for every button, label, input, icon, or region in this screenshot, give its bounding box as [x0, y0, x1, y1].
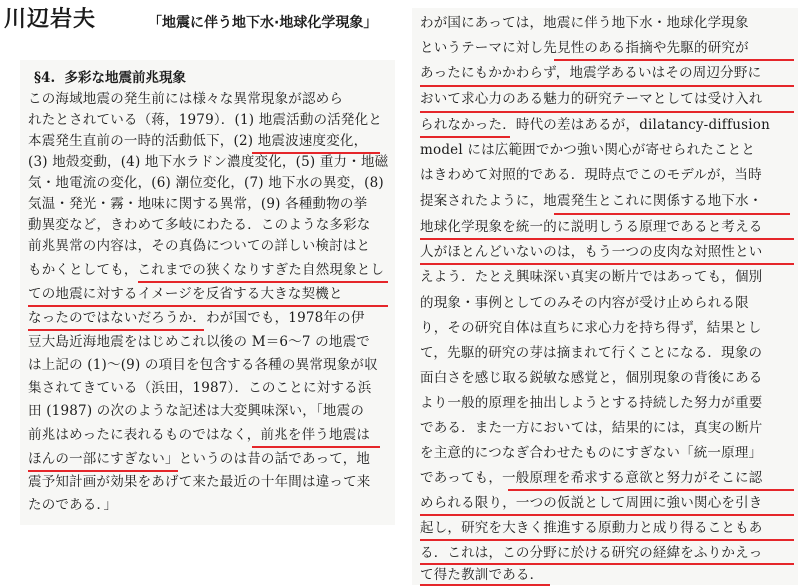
- text-line: もかくとしても，これまでの狭くなりすぎた自然現象とし: [28, 262, 385, 278]
- text-line: 起し，研究を大きく推進する原動力と成り得ることもあ: [420, 520, 763, 536]
- underline-mark: [508, 489, 794, 491]
- text-line: であっても，一般原理を希求する意欲と努力がそこに認: [420, 470, 763, 486]
- underline-mark: [554, 213, 790, 215]
- underline-mark: [28, 470, 178, 472]
- text-line: り，その研究自体は直ちに求心力を持ち得ず，結果とし: [420, 320, 762, 336]
- text-line: られなかった．時代の差はあるが，dilatancy-diffusion: [420, 117, 770, 133]
- underline-mark: [28, 329, 204, 331]
- text-line: れたとされている（蒋，1979）．(1) 地震活動の活発化と: [28, 112, 383, 128]
- text-line: 人がほとんどいないのは，もう一つの皮肉な対照性とい: [420, 244, 763, 260]
- underline-mark: [28, 305, 388, 307]
- text-line: て，先駆的研究の芽は摘まれて行くことになる．現象の: [420, 345, 763, 361]
- underline-mark: [420, 563, 794, 565]
- text-line: ての地震に対するイメージを反省する大きな契機と: [28, 286, 343, 302]
- text-line: (3) 地殻変動，(4) 地下水ラドン濃度変化，(5) 重力・地磁: [28, 154, 389, 170]
- underline-mark: [420, 263, 794, 265]
- underline-mark: [554, 59, 794, 61]
- text-line: 気・地電流の変化，(6) 潮位変化，(7) 地下水の異変，(8): [28, 175, 384, 191]
- text-line: 本震発生直前の一時的活動低下，(2) 地震波速度変化，: [28, 133, 368, 149]
- text-line: 的現象・事例としてのみその内容が受け止められる限: [420, 295, 749, 311]
- text-line: はきわめて対照的である．現時点でこのモデルが，当時: [420, 167, 762, 183]
- text-line: というテーマに対し先見性のある指摘や先駆的研究が: [420, 40, 749, 56]
- text-line: る．これは，この分野に於ける研究の経緯をふりかえっ: [420, 545, 763, 561]
- article-title: 「地震に伴う地下水·地球化学現象」: [148, 15, 378, 31]
- underline-mark: [420, 85, 794, 87]
- author-name: 川辺岩夫: [4, 7, 97, 32]
- text-line: 田 (1987) の次のような記述は大変興味深い，「地震の: [28, 403, 365, 419]
- section-heading: §4. 多彩な地震前兆現象: [34, 70, 187, 86]
- underline-mark: [420, 514, 794, 516]
- text-line: なったのではないだろうか．わが国でも，1978年の伊: [28, 310, 365, 326]
- text-line: model には広範囲でかつ強い関心が寄せられたことと: [420, 142, 756, 158]
- text-line: 面白さを感じ取る鋭敏な感覚と，個別現象の背後にある: [420, 370, 763, 386]
- text-line: おいて求心力のある魅力的研究テーマとしては受け入れ: [420, 91, 763, 107]
- text-line: 震予知計画が効果をあげて来た最近の十年間は違って来: [28, 474, 371, 490]
- left-page-excerpt: [20, 60, 395, 525]
- text-line: て得た教訓である．: [420, 567, 544, 583]
- text-line: 地球化学現象を統一的に説明しうる原理であると考える: [420, 219, 763, 235]
- text-line: 集されてきている（浜田，1987）．このことに対する浜: [28, 380, 372, 396]
- underline-mark: [420, 111, 794, 113]
- text-line: この海域地震の発生前には様々な異常現象が認めら: [28, 91, 344, 107]
- text-line: を主意的につなぎ合わせたものにすぎない「統一原理」: [420, 445, 763, 461]
- text-line: 気温・発光・霧・地味に関する異常，(9) 各種動物の挙: [28, 196, 368, 212]
- text-line: である．また一方においては，結果的には，真実の断片: [420, 420, 763, 436]
- underline-mark: [420, 136, 510, 138]
- text-line: 前兆異常の内容は，その真偽についての詳しい検討はと: [28, 238, 371, 254]
- underline-mark: [420, 238, 794, 240]
- right-page-excerpt: [412, 8, 798, 585]
- text-line: ほんの一部にすぎない」というのは昔の話であって，地: [28, 451, 371, 467]
- text-line: められる限り，一つの仮説として周囲に強い関心を引き: [420, 495, 763, 511]
- text-line: より一般的原理を抽出しようとする持続した努力が重要: [420, 395, 763, 411]
- text-line: 動異変など，きわめて多岐にわたる．このような多彩な: [28, 217, 371, 233]
- text-line: たのである．」: [28, 497, 118, 513]
- text-line: 前兆はめったに表れるものではなく，前兆を伴う地震は: [28, 427, 371, 443]
- text-line: 豆大島近海地震をはじめこれ以後の M＝6〜7 の地震で: [28, 334, 370, 350]
- text-line: えよう．たとえ興味深い真実の断片ではあっても，個別: [420, 269, 763, 285]
- text-line: わが国にあっては，地震に伴う地下水・地球化学現象: [420, 15, 749, 31]
- text-line: 提案されたように，地震発生とこれに関係する地下水・: [420, 193, 763, 209]
- underline-mark: [252, 446, 380, 448]
- underline-mark: [420, 539, 794, 541]
- underline-mark: [138, 281, 388, 283]
- underline-mark: [252, 152, 380, 154]
- text-line: あったにもかかわらず，地震学あるいはその周辺分野に: [420, 65, 762, 81]
- text-line: は上記の (1)〜(9) の項目を包含する各種の異常現象が収: [28, 357, 378, 373]
